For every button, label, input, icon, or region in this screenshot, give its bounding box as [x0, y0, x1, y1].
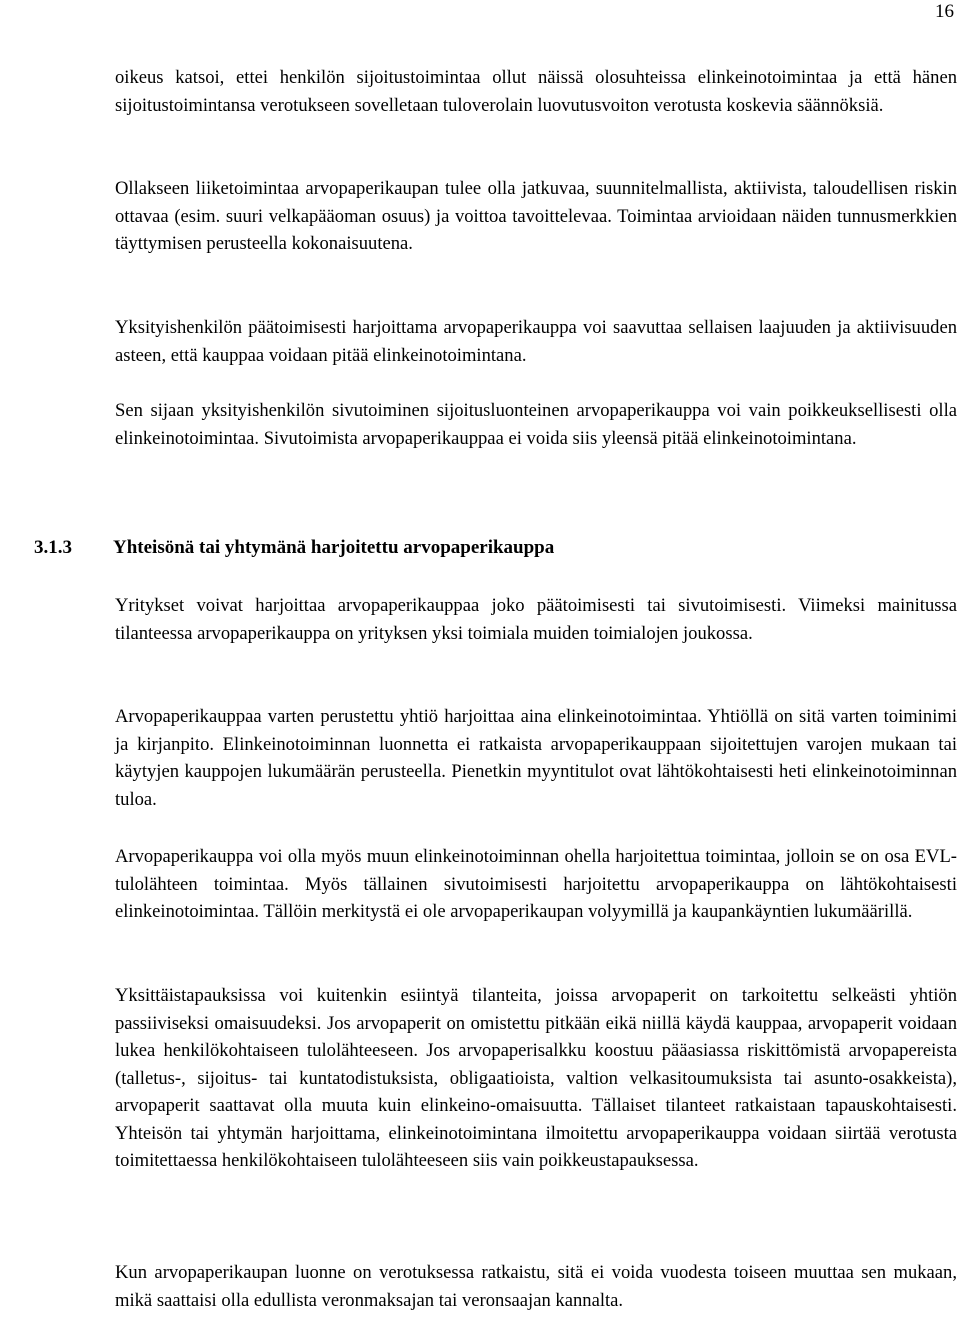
paragraph: Sen sijaan yksityishenkilön sivutoiminen sijoitusluonteinen arvopaperikauppa voi vain poikkeuksellisesti olla elinkeinotoimintaa. Sivutoimista arvopaperikauppaa ei voida siis yleensä pitää elinkeinotoimintana.	[115, 400, 957, 449]
paragraph: Ollakseen liiketoimintaa arvopaperikaupan tulee olla jatkuvaa, suunnitelmallista, aktiivista, taloudellisen riskin ottavaa (esim. suuri velkapääoman osuus) ja voittoa tavoittelevaa. Toimintaa arvioidaan näiden tunnusmerkkien täyttymisen perusteella kokonaisuutena.	[115, 178, 957, 254]
section-heading	[34, 534, 554, 561]
paragraph: Arvopaperikauppa voi olla myös muun elinkeinotoiminnan ohella harjoitettua toimintaa, jolloin se on osa EVL-tulolähteen toimintaa. Myös tällainen sivutoimisesti harjoitettu arvopaperikauppa on lähtökohtaisesti elinkeinotoimintaa. Tällöin merkitystä ei ole arvopaperikaupan volyymillä ja kaupankäyntien lukumäärillä.	[115, 846, 957, 922]
section-title: Yhteisönä tai yhtymänä harjoitettu arvopaperikauppa	[113, 537, 555, 558]
section-number: 3.1.3	[34, 537, 72, 558]
paragraph: Yksityishenkilön päätoimisesti harjoittama arvopaperikauppa voi saavuttaa sellaisen laajuuden ja aktiivisuuden asteen, että kauppaa voidaan pitää elinkeinotoimintana.	[115, 317, 957, 366]
paragraph: oikeus katsoi, ettei henkilön sijoitustoimintaa ollut näissä olosuhteissa elinkeinotoimintaa ja että hänen sijoitustoimintansa verotukseen sovelletaan tuloverolain luovutusvoiton verotusta koskevia säännöksiä.	[115, 67, 957, 116]
page-number: 16	[935, 1, 954, 22]
paragraph: Arvopaperikauppaa varten perustettu yhtiö harjoittaa aina elinkeinotoimintaa. Yhtiöllä on sitä varten toiminimi ja kirjanpito. Elinkeinotoiminnan luonnetta ei ratkaista arvopaperikauppaan sijoitettujen varojen mukaan tai käytyjen kauppojen lukumäärän perusteella. Pienetkin myyntitulot ovat lähtökohtaisesti heti elinkeinotoiminnan tuloa.	[115, 706, 957, 810]
paragraph: Yksittäistapauksissa voi kuitenkin esiintyä tilanteita, joissa arvopaperit on tarkoitettu selkeästi yhtiön passiiviseksi omaisuudeksi. Jos arvopaperit on omistettu pitkään eikä niillä käydä kauppaa, arvopaperit voidaan lukea henkilökohtaiseen tulolähteeseen. Jos arvopaperisalkku koostuu pääasiassa riskittömistä arvopapereista (talletus-, sijoitus- tai kuntatodistuksista, obligaatioista, valtion velkasitoumuksista tai asunto-osakkeista), arvopaperit saattavat olla muuta kuin elinkeino-omaisuutta. Tällaiset tilanteet ratkaistaan tapauskohtaisesti. Yhteisön tai yhtymän harjoittama, elinkeinotoimintana ilmoitettu arvopaperikauppa voidaan siirtää verotusta toimitettaessa henkilökohtaiseen tulolähteeseen siis vain poikkeustapauksessa.	[115, 985, 957, 1171]
paragraph: Kun arvopaperikaupan luonne on verotuksessa ratkaistu, sitä ei voida vuodesta toiseen muuttaa sen mukaan, mikä saattaisi olla edullista veronmaksajan tai veronsaajan kannalta.	[115, 1262, 957, 1311]
paragraph: Yritykset voivat harjoittaa arvopaperikauppaa joko päätoimisesti tai sivutoimisesti. Viimeksi mainitussa tilanteessa arvopaperikauppa on yrityksen yksi toimiala muiden toimialojen joukossa.	[115, 595, 957, 644]
